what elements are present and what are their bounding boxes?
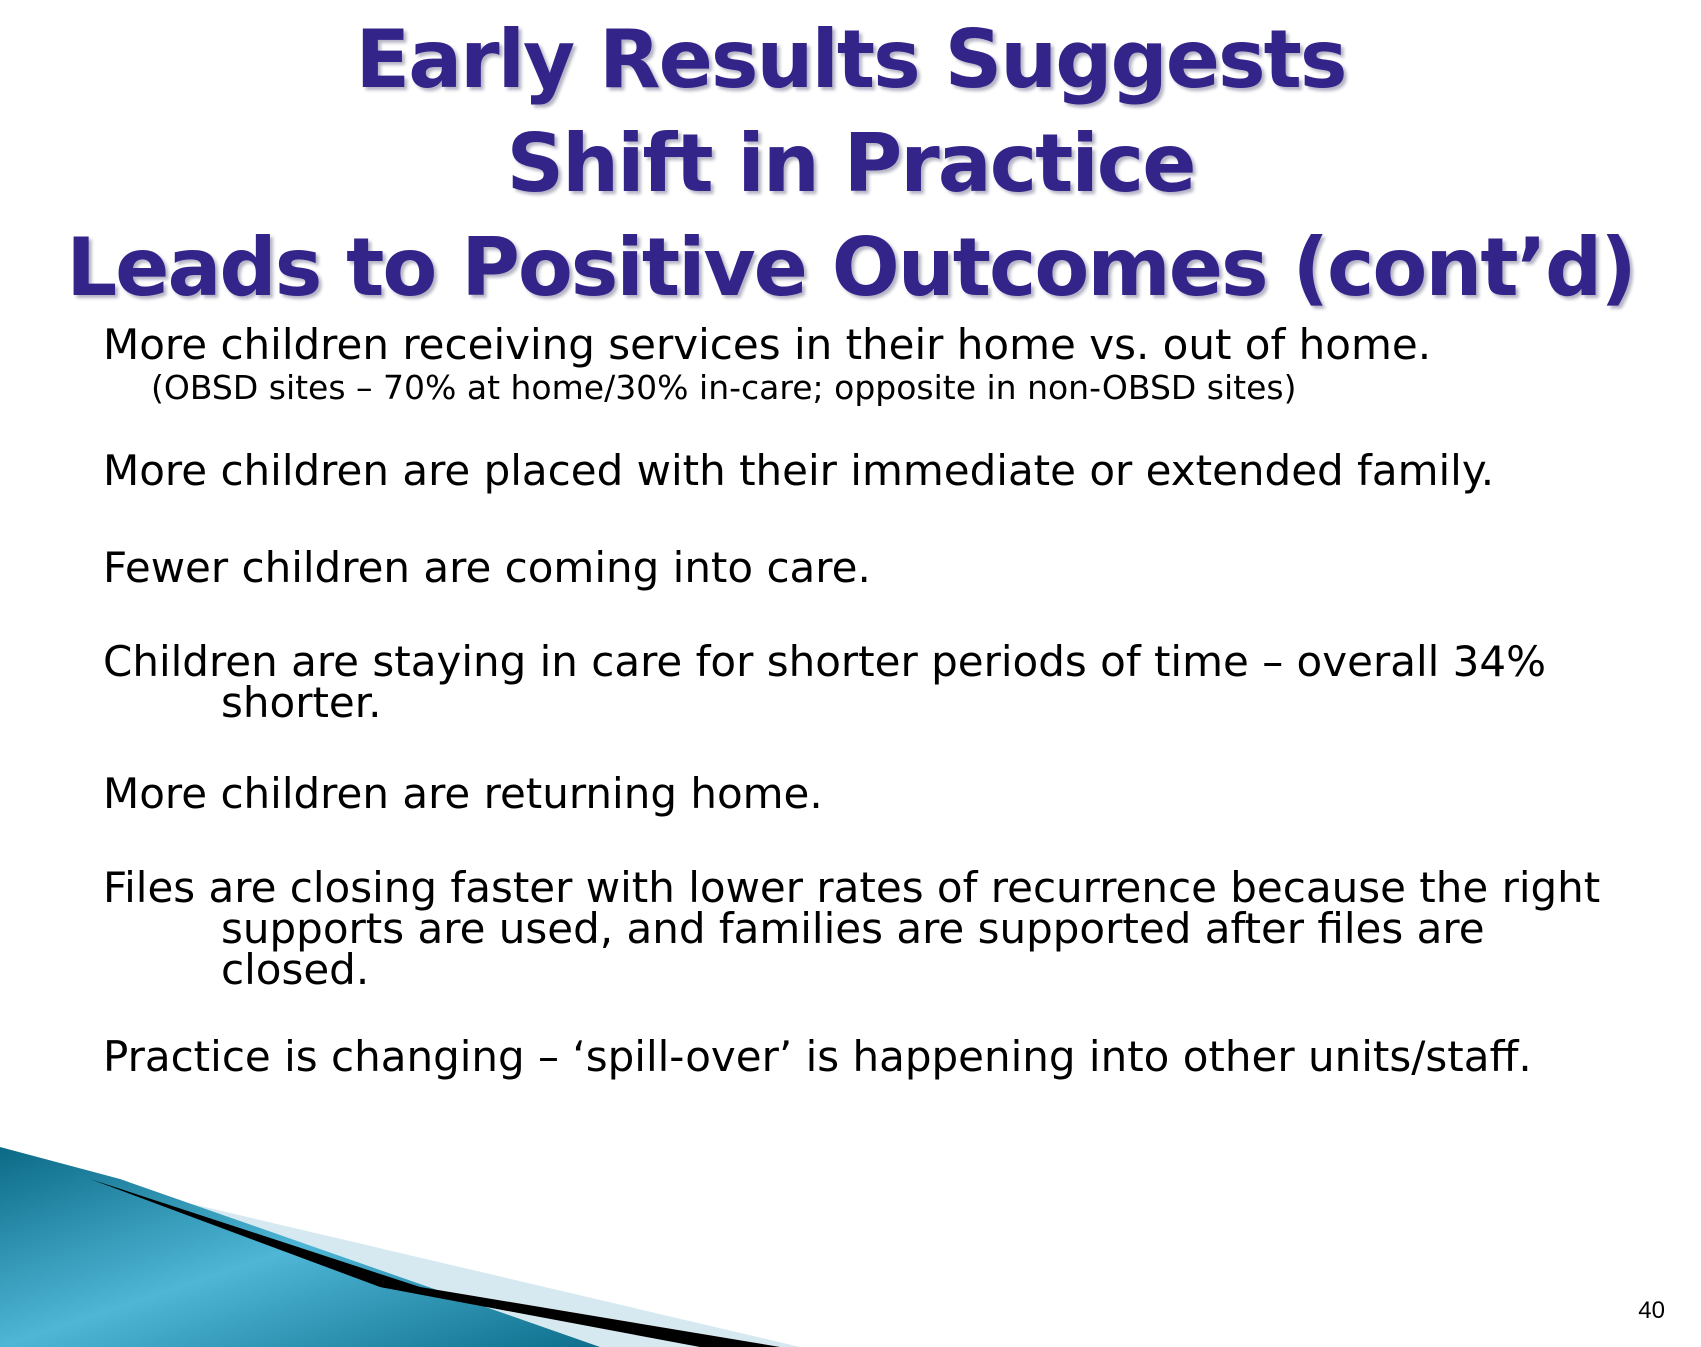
- list-item-text: More children receiving services in their home vs. out of home.: [103, 320, 1432, 369]
- list-item-text: Practice is changing – ‘spill-over’ is happening into other units/staff.: [103, 1032, 1532, 1081]
- list-item-continuation: supports are used, and families are supported after files are: [221, 904, 1485, 953]
- list-item-text: More children are returning home.: [103, 769, 823, 818]
- list-item-returning-home: [103, 769, 823, 818]
- corner-swoosh-graphic: [0, 1117, 800, 1347]
- list-item-practice-changing: [103, 1032, 1532, 1081]
- title-line-1: Early Results Suggests: [355, 13, 1346, 106]
- list-item-shorter-stays: [103, 637, 1546, 727]
- list-item-text: Fewer children are coming into care.: [103, 543, 871, 592]
- list-item-text: Files are closing faster with lower rates of recurrence because the right: [103, 863, 1601, 912]
- list-item-note-obsd: (OBSD sites – 70% at home/30% in-care; opposite in non-OBSD sites): [151, 368, 1297, 407]
- list-item-files-closing: [103, 863, 1601, 994]
- title-line-2: Shift in Practice: [506, 117, 1195, 210]
- list-item-services-at-home: [103, 320, 1432, 369]
- list-item-continuation: closed.: [221, 945, 370, 994]
- list-item-text: More children are placed with their immediate or extended family.: [103, 446, 1495, 495]
- list-item-text: Children are staying in care for shorter periods of time – overall 34%: [103, 637, 1546, 686]
- swoosh-teal-band: [0, 1147, 600, 1347]
- title-line-3: Leads to Positive Outcomes (cont’d): [66, 221, 1635, 314]
- list-item-continuation: shorter.: [221, 678, 382, 727]
- list-item-fewer-into-care: [103, 543, 871, 592]
- list-item-placed-with-family: [103, 446, 1495, 495]
- page-number: 40: [1638, 1297, 1665, 1324]
- slide-title: [0, 8, 1701, 320]
